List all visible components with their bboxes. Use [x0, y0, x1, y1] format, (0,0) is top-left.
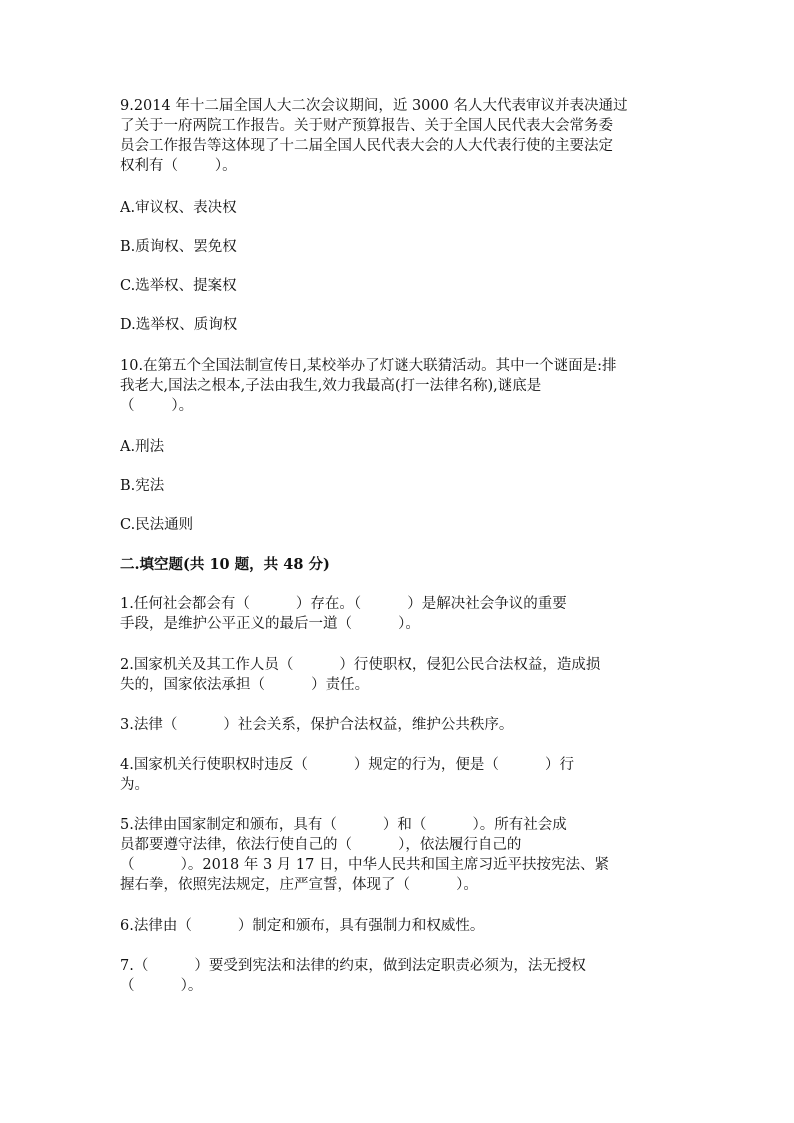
q9-line-1: 9.2014 年十二届全国人大二次会议期间，近 3000 名人大代表审议并表决通过 — [120, 98, 628, 114]
q10-option-b: B.宪法 — [120, 478, 165, 494]
q10-line-2: 我老大,国法之根本,子法由我生,效力我最高(打一法律名称),谜底是 — [120, 378, 542, 394]
fill-q2-line-2: 失的，国家依法承担（ ）责任。 — [120, 677, 370, 693]
fill-q4-line-2: 为。 — [120, 777, 149, 793]
fill-q5-line-1: 5.法律由国家制定和颁布，具有（ ）和（ ）。所有社会成 — [120, 817, 567, 833]
fill-q5-line-3: （ ）。2018 年 3 月 17 日，中华人民共和国主席习近平扶按宪法、紧 — [120, 857, 609, 873]
fill-q1-line-2: 手段，是维护公平正义的最后一道（ ）。 — [120, 616, 420, 632]
fill-q7-line-1: 7.（ ）要受到宪法和法律的约束，做到法定职责必须为，法无授权 — [120, 958, 586, 974]
q9-option-d: D.选举权、质询权 — [120, 317, 238, 333]
q9-option-c: C.选举权、提案权 — [120, 278, 237, 294]
fill-q2-line-1: 2.国家机关及其工作人员（ ）行使职权，侵犯公民合法权益，造成损 — [120, 657, 601, 673]
q9-option-b: B.质询权、罢免权 — [120, 239, 237, 255]
q9-option-a: A.审议权、表决权 — [120, 200, 237, 216]
fill-q6-line-1: 6.法律由（ ）制定和颁布，具有强制力和权威性。 — [120, 918, 485, 934]
fill-q7-line-2: （ ）。 — [120, 978, 203, 994]
fill-q5-line-4: 握右拳，依照宪法规定，庄严宣誓，体现了（ ）。 — [120, 877, 478, 893]
q9-line-3: 员会工作报告等这体现了十二届全国人民代表大会的人大代表行使的主要法定 — [120, 138, 613, 154]
fill-q1-line-1: 1.任何社会都会有（ ）存在。（ ）是解决社会争议的重要 — [120, 596, 567, 612]
q10-line-1: 10.在第五个全国法制宣传日,某校举办了灯谜大联猜活动。其中一个谜面是:排 — [120, 358, 617, 374]
q9-line-2: 了关于一府两院工作报告。关于财产预算报告、关于全国人民代表大会常务委 — [120, 118, 613, 134]
q9-line-4: 权利有（ ）。 — [120, 158, 237, 174]
q10-option-a: A.刑法 — [120, 439, 165, 455]
fill-q3-line-1: 3.法律（ ）社会关系，保护合法权益，维护公共秩序。 — [120, 717, 514, 733]
q10-option-c: C.民法通则 — [120, 517, 194, 533]
fill-q5-line-2: 员都要遵守法律，依法行使自己的（ ），依法履行自己的 — [120, 837, 522, 853]
fill-q4-line-1: 4.国家机关行使职权时违反（ ）规定的行为，便是（ ）行 — [120, 757, 575, 773]
section2-heading: 二.填空题(共 10 题，共 48 分) — [120, 556, 330, 573]
q10-line-3: （ ）。 — [120, 398, 194, 414]
